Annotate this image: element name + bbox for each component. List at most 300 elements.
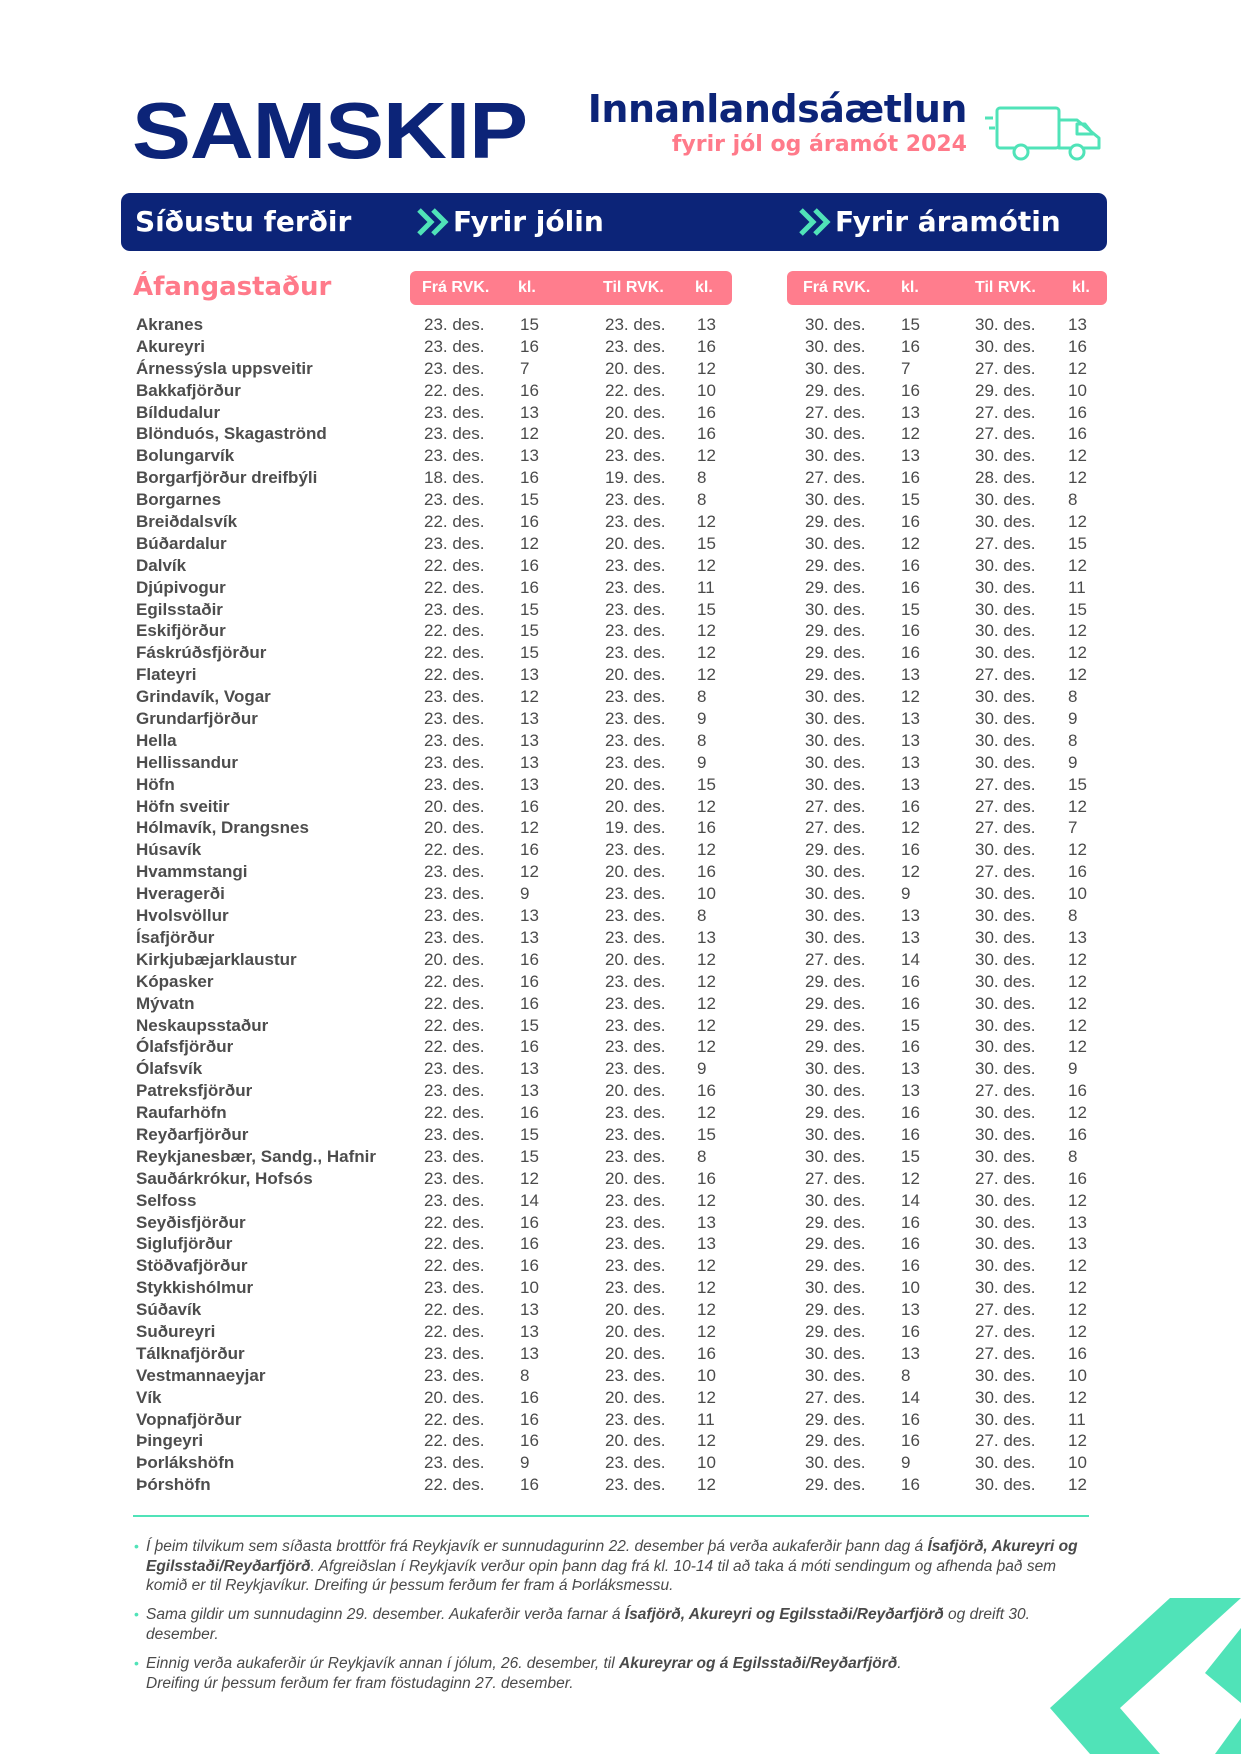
christmas-to-date: 23. des. bbox=[605, 621, 666, 641]
newyear-to-date: 30. des. bbox=[975, 1015, 1036, 1035]
newyear-from-time: 16 bbox=[901, 577, 920, 597]
destination-name: Siglufjörður bbox=[136, 1234, 233, 1254]
christmas-from-date: 22. des. bbox=[424, 1321, 485, 1341]
christmas-to-date: 23. des. bbox=[605, 1212, 666, 1232]
table-row bbox=[0, 358, 1241, 380]
christmas-from-date: 22. des. bbox=[424, 380, 485, 400]
destination-name: Breiðdalsvík bbox=[136, 512, 238, 532]
newyear-to-time: 12 bbox=[1068, 1475, 1087, 1495]
destination-name: Neskaupsstaður bbox=[136, 1015, 269, 1035]
newyear-from-date: 30. des. bbox=[805, 1278, 866, 1298]
christmas-from-date: 18. des. bbox=[424, 468, 485, 488]
destination-name: Fáskrúðsfjörður bbox=[136, 643, 267, 663]
destination-name: Vík bbox=[136, 1387, 162, 1407]
christmas-to-time: 15 bbox=[697, 599, 716, 619]
christmas-to-date: 23. des. bbox=[605, 840, 666, 860]
table-row bbox=[0, 796, 1241, 818]
newyear-from-time: 13 bbox=[901, 1343, 920, 1363]
newyear-from-date: 29. des. bbox=[805, 1234, 866, 1254]
newyear-from-time: 12 bbox=[901, 1168, 920, 1188]
newyear-from-time: 13 bbox=[901, 906, 920, 926]
newyear-from-time: 16 bbox=[901, 993, 920, 1013]
christmas-to-date: 20. des. bbox=[605, 1081, 666, 1101]
newyear-to-date: 30. des. bbox=[975, 1278, 1036, 1298]
christmas-from-date: 23. des. bbox=[424, 906, 485, 926]
christmas-to-time: 12 bbox=[697, 665, 716, 685]
newyear-to-time: 16 bbox=[1068, 424, 1087, 444]
newyear-to-time: 9 bbox=[1068, 1059, 1078, 1079]
christmas-from-date: 22. des. bbox=[424, 993, 485, 1013]
newyear-to-time: 16 bbox=[1068, 336, 1087, 356]
table-row bbox=[0, 730, 1241, 752]
newyear-to-time: 16 bbox=[1068, 1124, 1087, 1144]
christmas-to-time: 12 bbox=[697, 840, 716, 860]
christmas-from-time: 13 bbox=[520, 1081, 539, 1101]
newyear-from-time: 13 bbox=[901, 1300, 920, 1320]
christmas-from-time: 10 bbox=[520, 1278, 539, 1298]
newyear-from-date: 27. des. bbox=[805, 1168, 866, 1188]
newyear-from-date: 30. des. bbox=[805, 490, 866, 510]
christmas-from-date: 23. des. bbox=[424, 1343, 485, 1363]
christmas-from-date: 22. des. bbox=[424, 1409, 485, 1429]
christmas-from-date: 22. des. bbox=[424, 1015, 485, 1035]
newyear-from-time: 16 bbox=[901, 643, 920, 663]
christmas-from-time: 16 bbox=[520, 1431, 539, 1451]
divider bbox=[133, 1515, 1089, 1517]
newyear-to-time: 13 bbox=[1068, 927, 1087, 947]
christmas-to-time: 11 bbox=[697, 577, 715, 597]
newyear-from-time: 16 bbox=[901, 1321, 920, 1341]
col-time: kl. bbox=[901, 279, 919, 296]
table-row bbox=[0, 971, 1241, 993]
christmas-from-time: 8 bbox=[520, 1365, 530, 1385]
newyear-to-time: 9 bbox=[1068, 752, 1078, 772]
christmas-from-date: 22. des. bbox=[424, 971, 485, 991]
double-chevron-icon bbox=[417, 207, 451, 237]
newyear-from-date: 29. des. bbox=[805, 665, 866, 685]
table-row bbox=[0, 686, 1241, 708]
newyear-to-date: 30. des. bbox=[975, 1146, 1036, 1166]
table-row bbox=[0, 1168, 1241, 1190]
christmas-from-date: 23. des. bbox=[424, 927, 485, 947]
newyear-from-time: 16 bbox=[901, 796, 920, 816]
newyear-from-date: 29. des. bbox=[805, 993, 866, 1013]
christmas-from-time: 13 bbox=[520, 1059, 539, 1079]
newyear-to-date: 30. des. bbox=[975, 577, 1036, 597]
christmas-from-date: 23. des. bbox=[424, 1124, 485, 1144]
destination-name: Bíldudalur bbox=[136, 402, 221, 422]
christmas-to-time: 12 bbox=[697, 1300, 716, 1320]
newyear-from-date: 30. des. bbox=[805, 884, 866, 904]
christmas-from-date: 23. des. bbox=[424, 1168, 485, 1188]
newyear-to-date: 27. des. bbox=[975, 796, 1036, 816]
table-row bbox=[0, 620, 1241, 642]
destination-name: Reyðarfjörður bbox=[136, 1124, 249, 1144]
christmas-to-time: 16 bbox=[697, 862, 716, 882]
christmas-from-date: 23. des. bbox=[424, 884, 485, 904]
newyear-to-date: 27. des. bbox=[975, 774, 1036, 794]
christmas-to-time: 13 bbox=[697, 927, 716, 947]
newyear-from-time: 15 bbox=[901, 599, 920, 619]
destination-name: Húsavík bbox=[136, 840, 202, 860]
christmas-to-date: 23. des. bbox=[605, 1146, 666, 1166]
christmas-from-date: 23. des. bbox=[424, 490, 485, 510]
christmas-to-date: 20. des. bbox=[605, 1300, 666, 1320]
destination-name: Ólafsvík bbox=[136, 1059, 203, 1079]
newyear-from-time: 16 bbox=[901, 1409, 920, 1429]
christmas-to-time: 16 bbox=[697, 1168, 716, 1188]
newyear-from-time: 16 bbox=[901, 1124, 920, 1144]
christmas-from-time: 16 bbox=[520, 380, 539, 400]
christmas-to-date: 23. des. bbox=[605, 1103, 666, 1123]
table-row bbox=[0, 1058, 1241, 1080]
banner-last-trips: Síðustu ferðir bbox=[135, 205, 352, 238]
newyear-to-date: 28. des. bbox=[975, 468, 1036, 488]
destination-name: Djúpivogur bbox=[136, 577, 226, 597]
christmas-from-time: 12 bbox=[520, 687, 539, 707]
newyear-to-time: 12 bbox=[1068, 643, 1087, 663]
newyear-from-date: 29. des. bbox=[805, 1103, 866, 1123]
newyear-from-date: 29. des. bbox=[805, 643, 866, 663]
christmas-from-time: 15 bbox=[520, 621, 539, 641]
christmas-to-time: 12 bbox=[697, 1321, 716, 1341]
newyear-to-time: 12 bbox=[1068, 1256, 1087, 1276]
destination-name: Akranes bbox=[136, 315, 204, 334]
destination-name: Selfoss bbox=[136, 1190, 197, 1210]
col-from-rvk: Frá RVK. bbox=[422, 279, 490, 296]
newyear-to-date: 30. des. bbox=[975, 621, 1036, 641]
christmas-from-time: 16 bbox=[520, 468, 539, 488]
christmas-from-time: 15 bbox=[520, 643, 539, 663]
newyear-from-date: 30. des. bbox=[805, 1146, 866, 1166]
christmas-from-time: 16 bbox=[520, 1234, 539, 1254]
christmas-to-time: 12 bbox=[697, 555, 716, 575]
destination-name: Ólafsfjörður bbox=[136, 1037, 234, 1057]
table-row bbox=[0, 577, 1241, 599]
christmas-to-date: 22. des. bbox=[605, 380, 666, 400]
destination-name: Egilsstaðir bbox=[136, 599, 223, 619]
christmas-from-time: 16 bbox=[520, 555, 539, 575]
christmas-from-date: 22. des. bbox=[424, 1103, 485, 1123]
christmas-from-date: 22. des. bbox=[424, 1300, 485, 1320]
christmas-from-time: 13 bbox=[520, 709, 539, 729]
christmas-to-date: 23. des. bbox=[605, 599, 666, 619]
table-row bbox=[0, 1387, 1241, 1409]
newyear-from-date: 29. des. bbox=[805, 1015, 866, 1035]
table-row bbox=[0, 1102, 1241, 1124]
newyear-from-date: 30. des. bbox=[805, 358, 866, 378]
newyear-to-date: 30. des. bbox=[975, 1256, 1036, 1276]
newyear-from-date: 29. des. bbox=[805, 512, 866, 532]
table-row bbox=[0, 599, 1241, 621]
footnote-1: • Í þeim tilvikum sem síðasta brottför frá Reykjavík er sunnudagurinn 22. desember þá verða aukaferðir þann dag á Ísafjörð, Akureyri og Egilsstaði/Reyðarfjörð. Afgreiðslan í Reykjavík verður opin þann dag frá kl. 10-14 til að taka á móti sendingum og afhenda það sem komið er til Reykjavíkur. Dreifing úr þessum ferðum fer fram á Þorláksmessu. bbox=[134, 1538, 1078, 1594]
newyear-from-time: 13 bbox=[901, 927, 920, 947]
newyear-to-time: 12 bbox=[1068, 468, 1087, 488]
newyear-from-time: 14 bbox=[901, 949, 920, 969]
christmas-to-time: 10 bbox=[697, 380, 716, 400]
newyear-from-date: 29. des. bbox=[805, 577, 866, 597]
christmas-to-date: 20. des. bbox=[605, 665, 666, 685]
destination-name: Árnessýsla uppsveitir bbox=[136, 358, 313, 378]
christmas-from-time: 7 bbox=[520, 358, 530, 378]
christmas-to-date: 20. des. bbox=[605, 424, 666, 444]
newyear-to-time: 13 bbox=[1068, 315, 1087, 334]
newyear-to-time: 11 bbox=[1068, 1409, 1086, 1429]
footnote-3: • Einnig verða aukaferðir úr Reykjavík annan í jólum, 26. desember, til Akureyrar og á Egilsstaði/Reyðarfjörð. Dreifing úr þessum ferðum fer fram föstudaginn 27. desember. bbox=[134, 1655, 902, 1692]
christmas-to-time: 12 bbox=[697, 1475, 716, 1495]
destination-name: Hella bbox=[136, 730, 177, 750]
christmas-from-date: 23. des. bbox=[424, 358, 485, 378]
christmas-to-date: 23. des. bbox=[605, 315, 666, 334]
samskip-logo-text: SAMSKIP bbox=[132, 100, 527, 164]
col-time: kl. bbox=[518, 279, 536, 296]
newyear-to-time: 15 bbox=[1068, 774, 1087, 794]
destination-name: Reykjanesbær, Sandg., Hafnir bbox=[136, 1146, 376, 1166]
christmas-to-date: 20. des. bbox=[605, 1321, 666, 1341]
page-title: Innanlandsáætlun bbox=[587, 87, 967, 131]
destination-name: Höfn sveitir bbox=[136, 796, 230, 816]
christmas-from-date: 23. des. bbox=[424, 1453, 485, 1473]
newyear-to-date: 27. des. bbox=[975, 665, 1036, 685]
newyear-to-date: 30. des. bbox=[975, 1059, 1036, 1079]
christmas-from-date: 22. des. bbox=[424, 577, 485, 597]
christmas-from-date: 20. des. bbox=[424, 796, 485, 816]
newyear-from-time: 16 bbox=[901, 621, 920, 641]
christmas-from-time: 16 bbox=[520, 1212, 539, 1232]
newyear-to-time: 12 bbox=[1068, 840, 1087, 860]
destination-name: Bolungarvík bbox=[136, 446, 235, 466]
newyear-to-date: 30. des. bbox=[975, 336, 1036, 356]
newyear-from-date: 30. des. bbox=[805, 1190, 866, 1210]
christmas-to-date: 20. des. bbox=[605, 949, 666, 969]
newyear-to-date: 30. des. bbox=[975, 1409, 1036, 1429]
christmas-from-time: 15 bbox=[520, 1146, 539, 1166]
christmas-from-time: 16 bbox=[520, 949, 539, 969]
christmas-to-time: 8 bbox=[697, 1146, 707, 1166]
table-row bbox=[0, 861, 1241, 883]
newyear-from-date: 30. des. bbox=[805, 533, 866, 553]
table-row bbox=[0, 752, 1241, 774]
destination-header: Áfangastaður bbox=[133, 272, 332, 302]
table-row bbox=[0, 1146, 1241, 1168]
christmas-to-date: 23. des. bbox=[605, 1059, 666, 1079]
table-row bbox=[0, 1015, 1241, 1037]
newyear-from-time: 16 bbox=[901, 971, 920, 991]
newyear-column-headers bbox=[787, 271, 1107, 305]
christmas-from-date: 23. des. bbox=[424, 1278, 485, 1298]
newyear-from-date: 29. des. bbox=[805, 1409, 866, 1429]
newyear-from-time: 12 bbox=[901, 533, 920, 553]
table-row bbox=[0, 1299, 1241, 1321]
newyear-from-time: 16 bbox=[901, 512, 920, 532]
christmas-to-time: 12 bbox=[697, 971, 716, 991]
christmas-from-time: 13 bbox=[520, 752, 539, 772]
christmas-to-time: 12 bbox=[697, 1190, 716, 1210]
newyear-to-time: 15 bbox=[1068, 599, 1087, 619]
christmas-from-time: 16 bbox=[520, 1256, 539, 1276]
newyear-to-time: 16 bbox=[1068, 862, 1087, 882]
christmas-from-time: 14 bbox=[520, 1190, 539, 1210]
newyear-to-time: 12 bbox=[1068, 949, 1087, 969]
christmas-to-time: 12 bbox=[697, 1015, 716, 1035]
christmas-to-time: 15 bbox=[697, 1124, 716, 1144]
newyear-from-time: 9 bbox=[901, 884, 911, 904]
newyear-from-time: 12 bbox=[901, 687, 920, 707]
newyear-from-date: 27. des. bbox=[805, 818, 866, 838]
christmas-from-date: 23. des. bbox=[424, 446, 485, 466]
christmas-from-time: 16 bbox=[520, 1037, 539, 1057]
newyear-from-date: 30. des. bbox=[805, 1453, 866, 1473]
christmas-from-date: 23. des. bbox=[424, 533, 485, 553]
newyear-to-time: 12 bbox=[1068, 993, 1087, 1013]
newyear-to-time: 8 bbox=[1068, 730, 1078, 750]
christmas-from-time: 16 bbox=[520, 796, 539, 816]
christmas-from-time: 13 bbox=[520, 1343, 539, 1363]
bullet-icon: • bbox=[134, 1655, 139, 1671]
newyear-from-date: 27. des. bbox=[805, 949, 866, 969]
newyear-from-time: 16 bbox=[901, 1212, 920, 1232]
newyear-from-time: 16 bbox=[901, 1256, 920, 1276]
newyear-from-time: 13 bbox=[901, 752, 920, 772]
newyear-from-date: 29. des. bbox=[805, 971, 866, 991]
newyear-to-date: 30. des. bbox=[975, 971, 1036, 991]
christmas-to-time: 16 bbox=[697, 424, 716, 444]
christmas-from-time: 13 bbox=[520, 730, 539, 750]
samskip-logo-mark bbox=[132, 100, 532, 164]
newyear-from-date: 29. des. bbox=[805, 380, 866, 400]
christmas-to-date: 23. des. bbox=[605, 643, 666, 663]
newyear-from-time: 13 bbox=[901, 709, 920, 729]
newyear-from-date: 29. des. bbox=[805, 1037, 866, 1057]
christmas-to-date: 23. des. bbox=[605, 555, 666, 575]
christmas-from-date: 22. des. bbox=[424, 1234, 485, 1254]
christmas-to-date: 23. des. bbox=[605, 906, 666, 926]
newyear-to-time: 16 bbox=[1068, 402, 1087, 422]
newyear-to-date: 30. des. bbox=[975, 1103, 1036, 1123]
newyear-to-time: 12 bbox=[1068, 1190, 1087, 1210]
newyear-to-time: 8 bbox=[1068, 687, 1078, 707]
schedule-table bbox=[0, 314, 1241, 1496]
table-row bbox=[0, 1430, 1241, 1452]
christmas-to-time: 8 bbox=[697, 906, 707, 926]
christmas-from-date: 22. des. bbox=[424, 1037, 485, 1057]
table-row bbox=[0, 708, 1241, 730]
christmas-from-date: 23. des. bbox=[424, 1146, 485, 1166]
christmas-from-time: 16 bbox=[520, 512, 539, 532]
destination-name: Kópasker bbox=[136, 971, 214, 991]
christmas-to-date: 23. des. bbox=[605, 336, 666, 356]
destination-name: Bakkafjörður bbox=[136, 380, 241, 400]
christmas-from-time: 13 bbox=[520, 927, 539, 947]
newyear-to-date: 30. des. bbox=[975, 490, 1036, 510]
christmas-to-date: 23. des. bbox=[605, 512, 666, 532]
newyear-from-time: 12 bbox=[901, 862, 920, 882]
christmas-from-date: 23. des. bbox=[424, 1190, 485, 1210]
christmas-to-date: 23. des. bbox=[605, 1234, 666, 1254]
table-row bbox=[0, 927, 1241, 949]
christmas-from-date: 20. des. bbox=[424, 949, 485, 969]
christmas-from-date: 22. des. bbox=[424, 840, 485, 860]
col-time: kl. bbox=[695, 279, 713, 296]
newyear-from-time: 10 bbox=[901, 1278, 920, 1298]
christmas-to-date: 23. des. bbox=[605, 1256, 666, 1276]
christmas-from-time: 13 bbox=[520, 1300, 539, 1320]
destination-name: Vestmannaeyjar bbox=[136, 1365, 266, 1385]
newyear-to-date: 27. des. bbox=[975, 1300, 1036, 1320]
newyear-from-time: 16 bbox=[901, 380, 920, 400]
christmas-from-time: 16 bbox=[520, 1409, 539, 1429]
newyear-to-date: 30. des. bbox=[975, 1124, 1036, 1144]
table-row bbox=[0, 1036, 1241, 1058]
double-chevron-icon bbox=[799, 207, 833, 237]
newyear-to-time: 12 bbox=[1068, 1278, 1087, 1298]
newyear-to-time: 12 bbox=[1068, 555, 1087, 575]
newyear-to-time: 13 bbox=[1068, 1212, 1087, 1232]
newyear-from-date: 30. des. bbox=[805, 862, 866, 882]
table-row bbox=[0, 511, 1241, 533]
christmas-to-time: 12 bbox=[697, 1387, 716, 1407]
newyear-to-date: 30. des. bbox=[975, 512, 1036, 532]
destination-name: Stykkishólmur bbox=[136, 1278, 254, 1298]
newyear-to-time: 16 bbox=[1068, 1343, 1087, 1363]
newyear-from-date: 30. des. bbox=[805, 1124, 866, 1144]
christmas-to-time: 12 bbox=[697, 1103, 716, 1123]
christmas-from-date: 23. des. bbox=[424, 336, 485, 356]
christmas-to-time: 10 bbox=[697, 1453, 716, 1473]
newyear-from-date: 30. des. bbox=[805, 730, 866, 750]
newyear-to-date: 27. des. bbox=[975, 862, 1036, 882]
christmas-from-date: 23. des. bbox=[424, 862, 485, 882]
newyear-from-time: 15 bbox=[901, 315, 920, 334]
christmas-from-date: 23. des. bbox=[424, 1081, 485, 1101]
newyear-to-date: 30. des. bbox=[975, 840, 1036, 860]
newyear-to-time: 12 bbox=[1068, 1037, 1087, 1057]
newyear-to-date: 30. des. bbox=[975, 927, 1036, 947]
destination-name: Flateyri bbox=[136, 665, 197, 685]
newyear-from-date: 27. des. bbox=[805, 402, 866, 422]
newyear-to-date: 29. des. bbox=[975, 380, 1036, 400]
christmas-to-date: 23. des. bbox=[605, 1278, 666, 1298]
table-row bbox=[0, 467, 1241, 489]
newyear-from-time: 16 bbox=[901, 1103, 920, 1123]
christmas-to-date: 20. des. bbox=[605, 862, 666, 882]
newyear-to-time: 16 bbox=[1068, 1081, 1087, 1101]
christmas-to-time: 13 bbox=[697, 315, 716, 334]
christmas-from-date: 23. des. bbox=[424, 1365, 485, 1385]
table-row bbox=[0, 1233, 1241, 1255]
christmas-to-time: 12 bbox=[697, 446, 716, 466]
newyear-from-date: 29. des. bbox=[805, 621, 866, 641]
newyear-to-time: 11 bbox=[1068, 577, 1086, 597]
newyear-from-time: 16 bbox=[901, 1475, 920, 1495]
newyear-from-time: 13 bbox=[901, 774, 920, 794]
christmas-to-date: 23. des. bbox=[605, 1453, 666, 1473]
newyear-from-time: 16 bbox=[901, 1037, 920, 1057]
christmas-from-date: 23. des. bbox=[424, 315, 485, 334]
christmas-to-time: 13 bbox=[697, 1234, 716, 1254]
newyear-to-date: 27. des. bbox=[975, 1321, 1036, 1341]
newyear-from-time: 16 bbox=[901, 336, 920, 356]
newyear-to-time: 12 bbox=[1068, 1015, 1087, 1035]
table-row bbox=[0, 1124, 1241, 1146]
table-row bbox=[0, 883, 1241, 905]
christmas-from-time: 16 bbox=[520, 840, 539, 860]
newyear-to-time: 8 bbox=[1068, 490, 1078, 510]
christmas-to-date: 20. des. bbox=[605, 774, 666, 794]
col-time: kl. bbox=[1072, 279, 1090, 296]
christmas-to-date: 20. des. bbox=[605, 402, 666, 422]
christmas-to-date: 23. des. bbox=[605, 730, 666, 750]
